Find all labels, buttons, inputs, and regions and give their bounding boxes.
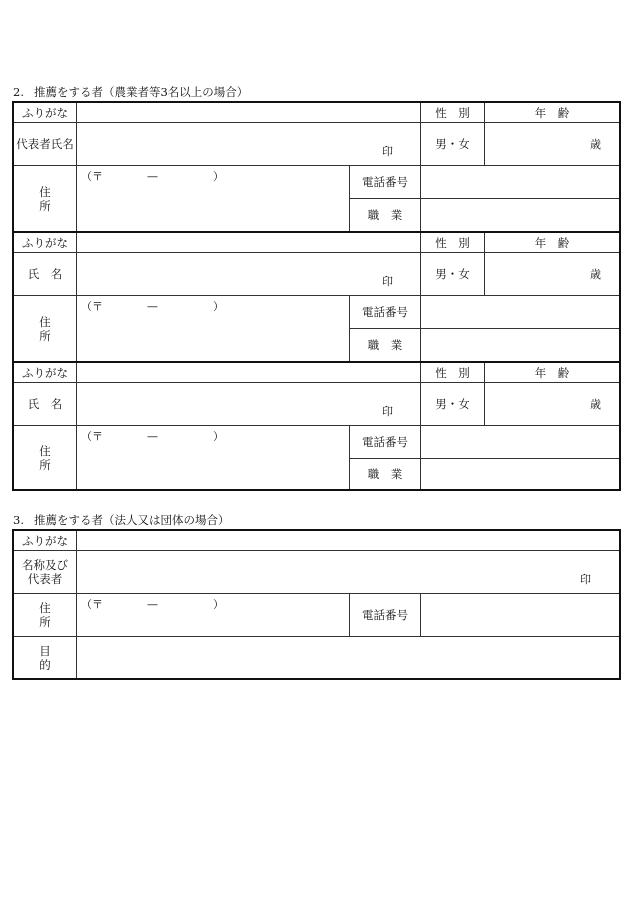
phone-label: 電話番号 bbox=[362, 305, 408, 319]
furigana-field[interactable] bbox=[77, 233, 419, 252]
section2-table bbox=[12, 101, 621, 491]
phone-field[interactable] bbox=[421, 296, 619, 328]
purpose-label bbox=[14, 637, 83, 678]
gender-options[interactable]: 男・女 bbox=[435, 137, 470, 151]
org-address-field[interactable] bbox=[77, 594, 349, 636]
seal-mark: 印 bbox=[580, 573, 591, 586]
name-field[interactable] bbox=[77, 123, 419, 165]
purpose-label-text: 目 的 bbox=[39, 643, 83, 672]
name-field[interactable] bbox=[77, 253, 419, 295]
age-header: 年 齢 bbox=[534, 365, 570, 380]
gender-header: 性 別 bbox=[435, 365, 470, 380]
seal-mark: 印 bbox=[382, 405, 393, 418]
name-label: 氏 名 bbox=[27, 397, 63, 411]
section2-number: 2. bbox=[13, 85, 24, 99]
postal-code: （〒 — ） bbox=[81, 430, 224, 443]
address-field[interactable] bbox=[77, 296, 349, 361]
postal-code: （〒 — ） bbox=[81, 598, 224, 611]
gender-header: 性 別 bbox=[435, 235, 470, 250]
address-label-text: 住 所 bbox=[39, 314, 83, 343]
section3-number: 3. bbox=[13, 513, 24, 527]
org-furigana-field[interactable] bbox=[77, 531, 619, 550]
furigana-field[interactable] bbox=[77, 103, 419, 122]
person-block-3 bbox=[14, 363, 619, 489]
person-block-2 bbox=[14, 233, 619, 361]
furigana-label: ふりがな bbox=[22, 105, 68, 120]
address-field[interactable] bbox=[77, 166, 349, 231]
org-name-label-line2: 代表者 bbox=[27, 572, 63, 586]
occupation-field[interactable] bbox=[421, 459, 619, 489]
age-header: 年 齢 bbox=[534, 235, 570, 250]
org-name-field[interactable] bbox=[77, 551, 619, 593]
org-address-label-text: 住 所 bbox=[39, 601, 83, 629]
org-name-label bbox=[14, 551, 76, 593]
name-field[interactable] bbox=[77, 383, 419, 425]
person-block-1 bbox=[14, 103, 619, 231]
address-label bbox=[14, 426, 83, 489]
section3-title: 推薦をする者（法人又は団体の場合） bbox=[33, 513, 230, 527]
org-address-label bbox=[14, 594, 83, 636]
phone-label: 電話番号 bbox=[362, 435, 408, 449]
section2-heading bbox=[13, 85, 248, 99]
seal-mark: 印 bbox=[382, 275, 393, 288]
purpose-field[interactable] bbox=[77, 637, 619, 678]
gender-header: 性 別 bbox=[435, 105, 470, 120]
address-label bbox=[14, 166, 83, 231]
occupation-field[interactable] bbox=[421, 199, 619, 231]
furigana-label: ふりがな bbox=[22, 365, 68, 380]
name-label: 氏 名 bbox=[27, 267, 63, 281]
age-field[interactable] bbox=[485, 123, 619, 165]
phone-field[interactable] bbox=[421, 426, 619, 458]
name-label: 代表者氏名 bbox=[16, 137, 74, 151]
age-unit: 歳 bbox=[590, 268, 601, 281]
org-phone-field[interactable] bbox=[421, 594, 619, 636]
gender-options[interactable]: 男・女 bbox=[435, 397, 470, 411]
occupation-field[interactable] bbox=[421, 329, 619, 361]
org-furigana-label: ふりがな bbox=[22, 533, 68, 548]
furigana-field[interactable] bbox=[77, 363, 419, 382]
section3-heading bbox=[13, 513, 229, 527]
phone-label: 電話番号 bbox=[362, 175, 408, 189]
occupation-label: 職 業 bbox=[367, 338, 403, 352]
age-field[interactable] bbox=[485, 253, 619, 295]
address-label bbox=[14, 296, 83, 361]
address-field[interactable] bbox=[77, 426, 349, 489]
occupation-label: 職 業 bbox=[367, 208, 403, 222]
postal-code: （〒 — ） bbox=[81, 300, 224, 313]
section3-table bbox=[12, 529, 621, 680]
org-name-label-line1: 名称及び bbox=[22, 558, 68, 572]
occupation-label: 職 業 bbox=[367, 467, 403, 481]
seal-mark: 印 bbox=[382, 145, 393, 158]
age-unit: 歳 bbox=[590, 138, 601, 151]
section2-title: 推薦をする者（農業者等3名以上の場合） bbox=[33, 85, 249, 99]
address-label-text: 住 所 bbox=[39, 184, 83, 213]
postal-code: （〒 — ） bbox=[81, 170, 224, 183]
gender-options[interactable]: 男・女 bbox=[435, 267, 470, 281]
phone-field[interactable] bbox=[421, 166, 619, 198]
age-unit: 歳 bbox=[590, 398, 601, 411]
furigana-label: ふりがな bbox=[22, 235, 68, 250]
org-phone-label: 電話番号 bbox=[362, 608, 408, 622]
address-label-text: 住 所 bbox=[39, 443, 83, 472]
age-field[interactable] bbox=[485, 383, 619, 425]
age-header: 年 齢 bbox=[534, 105, 570, 120]
